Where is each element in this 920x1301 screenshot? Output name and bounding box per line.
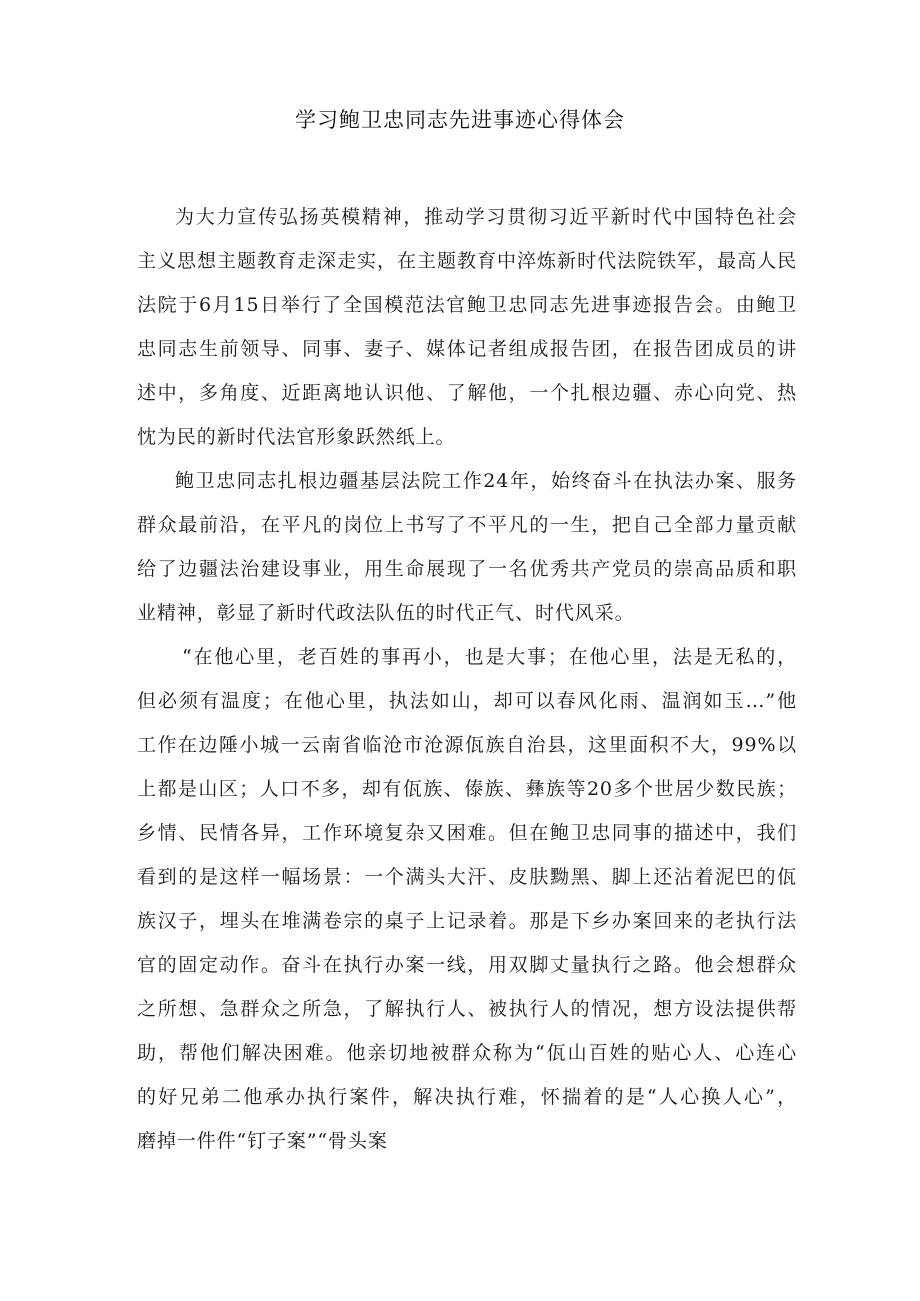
paragraph-line: 乡情、民情各异，工作环境复杂又困难。但在鲍卫忠同事的描述中，我们: [137, 822, 797, 844]
paragraph-line: 的好兄弟二他承办执行案件，解决执行难，怀揣着的是“人心换人心”，: [137, 1086, 797, 1108]
paragraph-line: 族汉子，埋头在堆满卷宗的桌子上记录着。那是下乡办案回来的老执行法: [137, 910, 797, 932]
paragraph-line: 鲍卫忠同志扎根边疆基层法院工作24年，始终奋斗在执法办案、服务: [175, 470, 797, 492]
paragraph-line: 法院于6月15日举行了全国模范法官鲍卫忠同志先进事迹报告会。由鲍卫: [137, 294, 797, 316]
paragraph-line: 主义思想主题教育走深走实，在主题教育中淬炼新时代法院铁军，最高人民: [137, 250, 797, 272]
paragraph-line: 之所想、急群众之所急，了解执行人、被执行人的情况，想方设法提供帮: [137, 998, 797, 1020]
paragraph-line: 为大力宣传弘扬英模精神，推动学习贯彻习近平新时代中国特色社会: [175, 206, 797, 228]
paragraph-line: 群众最前沿，在平凡的岗位上书写了不平凡的一生，把自己全部力量贡献: [137, 514, 797, 536]
paragraph-line: 忠同志生前领导、同事、妻子、媒体记者组成报告团，在报告团成员的讲: [137, 338, 797, 360]
paragraph-line: 上都是山区；人口不多，却有佤族、傣族、彝族等20多个世居少数民族；: [137, 778, 797, 800]
paragraph-line: 助，帮他们解决困难。他亲切地被群众称为“佤山百姓的贴心人、心连心: [137, 1042, 797, 1064]
paragraph-line: 忱为民的新时代法官形象跃然纸上。: [137, 426, 456, 448]
paragraph-line: 看到的是这样一幅场景：一个满头大汗、皮肤黝黑、脚上还沾着泥巴的佤: [137, 866, 797, 888]
paragraph-line: 磨掉一件件“钉子案”“骨头案: [137, 1130, 388, 1152]
paragraph-line: 给了边疆法治建设事业，用生命展现了一名优秀共产党员的崇高品质和职: [137, 558, 797, 580]
paragraph-line: 官的固定动作。奋斗在执行办案一线，用双脚丈量执行之路。他会想群众: [137, 954, 797, 976]
paragraph-line: 业精神，彰显了新时代政法队伍的时代正气、时代风采。: [137, 602, 635, 624]
paragraph-line: 述中，多角度、近距离地认识他、了解他，一个扎根边疆、赤心向党、热: [137, 382, 797, 404]
paragraph-line: 工作在边陲小城一云南省临沧市沧源佤族自治县，这里面积不大，99%以: [137, 734, 797, 756]
paragraph-line: 但必须有温度；在他心里，执法如山，却可以春风化雨、温润如玉…”他: [137, 690, 797, 712]
paragraph-line: “在他心里，老百姓的事再小，也是大事；在他心里，法是无私的，: [182, 646, 797, 668]
document-title: 学习鲍卫忠同志先进事迹心得体会: [295, 108, 625, 132]
